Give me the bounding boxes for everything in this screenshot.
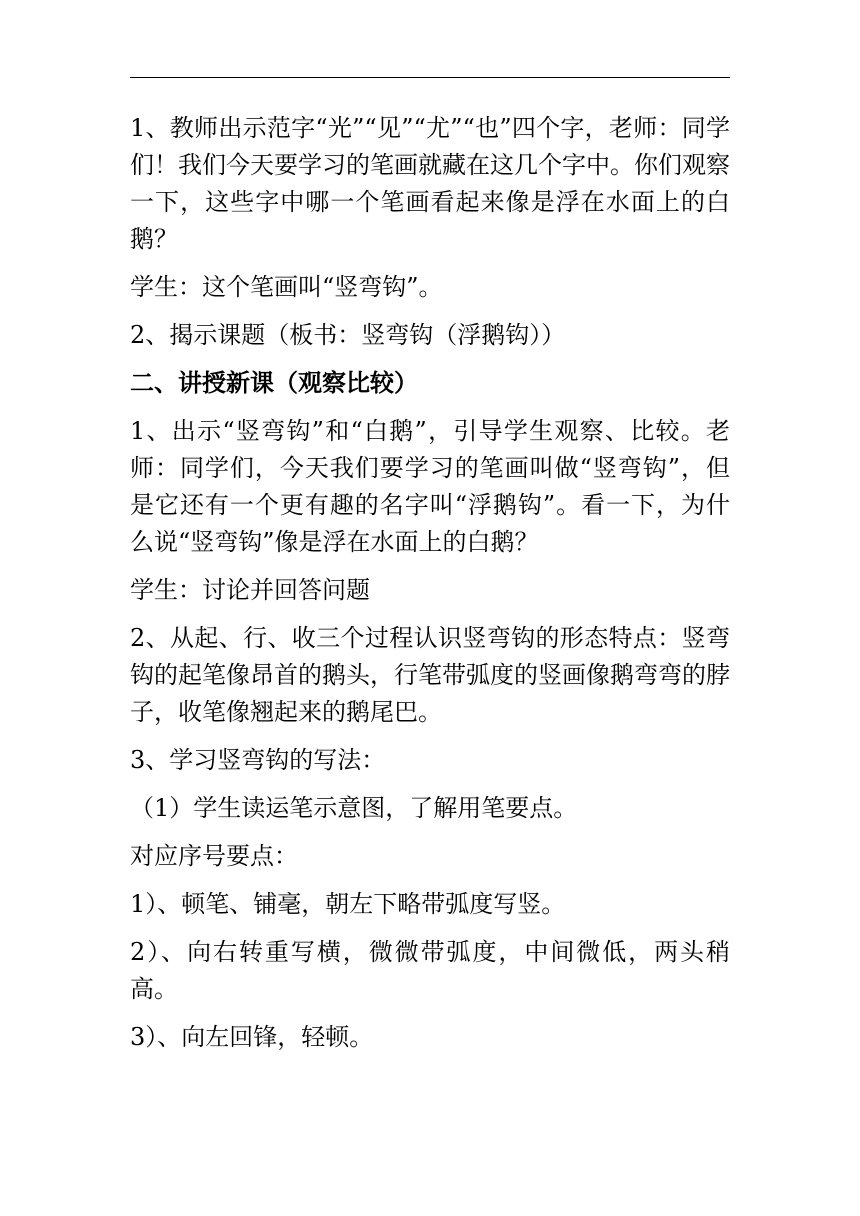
paragraph-show-comparison: 1、出示“竖弯钩”和“白鹅”，引导学生观察、比较。老师：同学们，今天我们要学习的笔画叫做“竖弯钩”，但是它还有一个更有趣的名字叫“浮鹅钩”。看一下，为什么说“竖弯钩”像是浮在水面上的白鹅？ (130, 417, 730, 556)
section-heading-new-lesson: 二、讲授新课（观察比较） (130, 369, 418, 397)
paragraph-student-answer-1: 学生：这个笔画叫“竖弯钩”。 (130, 273, 443, 301)
paragraph-step-1: 1）、顿笔、铺毫，朝左下略带弧度写竖。 (130, 890, 566, 918)
paragraph-shape-features: 2、从起、行、收三个过程认识竖弯钩的形态特点：竖弯钩的起笔像昂首的鹅头，行笔带弧度的竖画像鹅弯弯的脖子，收笔像翘起来的鹅尾巴。 (130, 624, 730, 726)
paragraph-intro-example-chars: 1、教师出示范字“光”“见”“尤”“也”四个字，老师：同学们！我们今天要学习的笔画就藏在这几个字中。你们观察一下，这些字中哪一个笔画看起来像是浮在水面上的白鹅？ (130, 114, 730, 253)
document-body (130, 110, 730, 1067)
paragraph-step-2: 2）、向右转重写横，微微带弧度，中间微低，两头稍高。 (130, 938, 730, 1003)
header-rule (130, 77, 730, 78)
paragraph-student-discussion: 学生：讨论并回答问题 (130, 576, 370, 604)
paragraph-read-diagram: （1）学生读运笔示意图，了解用笔要点。 (130, 794, 578, 822)
paragraph-reveal-topic: 2、揭示课题（板书：竖弯钩（浮鹅钩）） (130, 321, 566, 349)
paragraph-key-points-label: 对应序号要点： (130, 842, 298, 870)
paragraph-writing-method: 3、学习竖弯钩的写法： (130, 746, 386, 774)
paragraph-step-3: 3）、向左回锋，轻顿。 (130, 1023, 374, 1051)
